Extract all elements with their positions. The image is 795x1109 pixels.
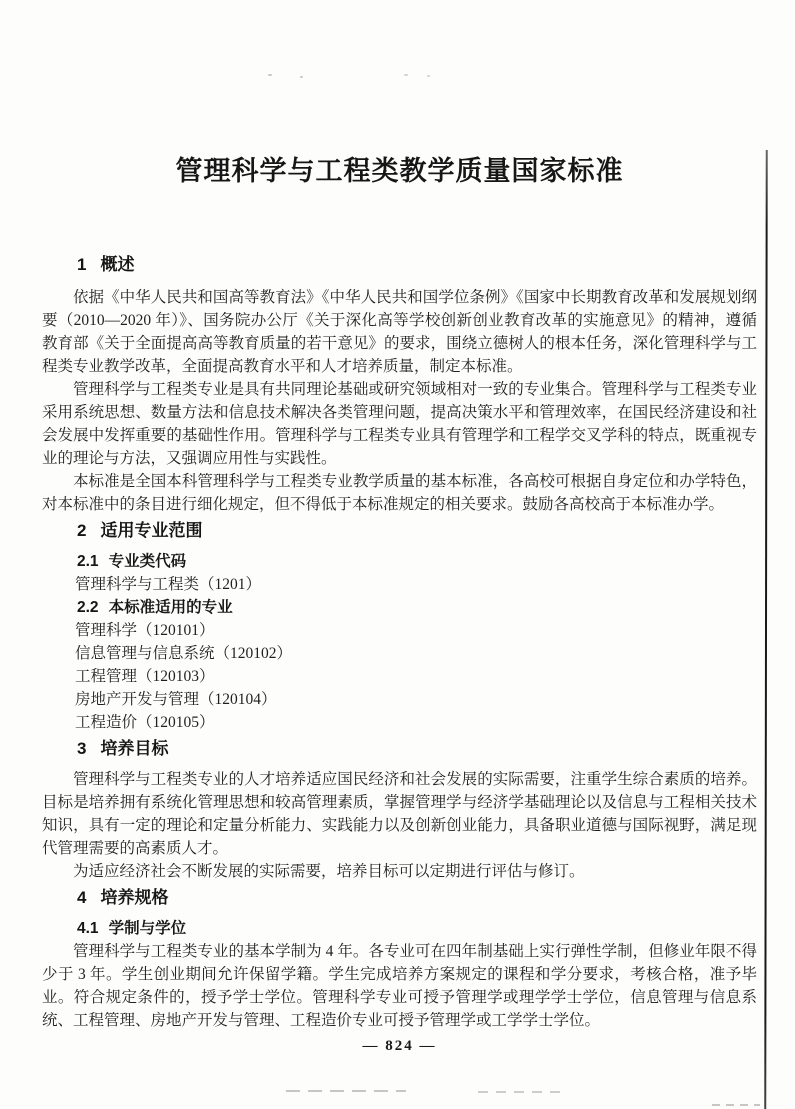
section-3-label: 培养目标 [100,739,169,758]
major-line-2: 信息管理与信息系统（120102） [75,645,293,662]
subsection-2-2-number: 2.2 [77,599,99,616]
subsection-4-1-number: 4.1 [77,920,99,937]
scan-artifact [286,1090,406,1092]
section-4-heading [42,887,757,909]
subsection-4-1-heading [42,917,757,940]
document-body [42,0,757,1055]
section-1-label: 概述 [100,255,135,274]
page-number: — 824 — [362,1038,437,1054]
major-line-3: 工程管理（120103） [75,668,215,685]
section-3-paragraph-2: 为适应经济社会不断发展的实际需要，培养目标可以定期进行评估与修订。 [73,863,585,880]
scan-artifact [404,74,408,76]
major-line-5: 工程造价（120105） [75,714,215,731]
section-2-label: 适用专业范围 [100,521,203,540]
subsection-2-2-label: 本标准适用的专业 [108,599,233,616]
scan-edge-line [764,150,768,1109]
major-line-4: 房地产开发与管理（120104） [75,691,277,708]
subsection-2-1-heading [42,550,757,573]
document-title: 管理科学与工程类教学质量国家标准 [175,156,624,186]
scan-artifact [427,75,430,77]
scan-artifact [300,76,303,78]
section-1-heading [42,254,757,276]
major-line-1: 管理科学（120101） [75,622,215,639]
section-4-label: 培养规格 [100,888,169,907]
scan-artifact [478,1091,568,1093]
section-3-paragraph-1: 管理科学与工程类专业的人才培养适应国民经济和社会发展的实际需要，注重学生综合素质的培养。目标是培养拥有系统化管理思想和较高管理素质，掌握管理学与经济学基础理论以及信息与工程相关技术知识，具有一定的理论和定量分析能力、实践能力以及创新创业能力，具备职业道德与国际视野，满足现代管理需要的高素质人才。 [42,771,757,857]
subsection-2-1-number: 2.1 [77,553,99,570]
section-4-number: 4 [77,888,87,907]
subsection-2-1-label: 专业类代码 [108,553,187,570]
major-class-code-line: 管理科学与工程类（1201） [75,576,262,593]
section-3-number: 3 [77,739,87,758]
section-2-heading [42,520,757,542]
section-1-paragraph-2: 管理科学与工程类专业是具有共同理论基础或研究领域相对一致的专业集合。管理科学与工程类专业采用系统思想、数量方法和信息技术解决各类管理问题，提高决策水平和管理效率，在国民经济建设和社会发展中发挥重要的基础性作用。管理科学与工程类专业具有管理学和工程学交叉学科的特点，既重视专业的理论与方法，又强调应用性与实践性。 [42,381,757,467]
scan-artifact [268,74,272,76]
section-3-heading [42,738,757,760]
section-1-paragraph-3: 本标准是全国本科管理科学与工程类专业教学质量的基本标准，各高校可根据自身定位和办学特色，对本标准中的条目进行细化规定，但不得低于本标准规定的相关要求。鼓励各高校高于本标准办学。 [42,473,757,513]
subsection-4-1-paragraph-1: 管理科学与工程类专业的基本学制为 4 年。各专业可在四年制基础上实行弹性学制，但修业年限不得少于 3 年。学生创业期间允许保留学籍。学生完成培养方案规定的课程和学分要求，考核合格，准予毕业。符合规定条件的，授予学士学位。管理科学专业可授予管理学或理学学士学位，信息管理与信息系统、工程管理、房地产开发与管理、工程造价专业可授予管理学或工学学士学位。 [42,943,757,1029]
section-1-number: 1 [77,255,87,274]
scan-artifact [712,1104,760,1106]
section-1-paragraph-1: 依据《中华人民共和国高等教育法》《中华人民共和国学位条例》《国家中长期教育改革和发展规划纲要（2010—2020 年）》、国务院办公厅《关于深化高等学校创新创业教育改革的实施意见》的精神，遵循教育部《关于全面提高高等教育质量的若干意见》的要求，围绕立德树人的根本任务，深化管理科学与工程类专业教学改革，全面提高教育水平和人才培养质量，制定本标准。 [42,289,757,375]
subsection-4-1-label: 学制与学位 [108,920,187,937]
subsection-2-2-heading [42,596,757,619]
section-2-number: 2 [77,521,87,540]
